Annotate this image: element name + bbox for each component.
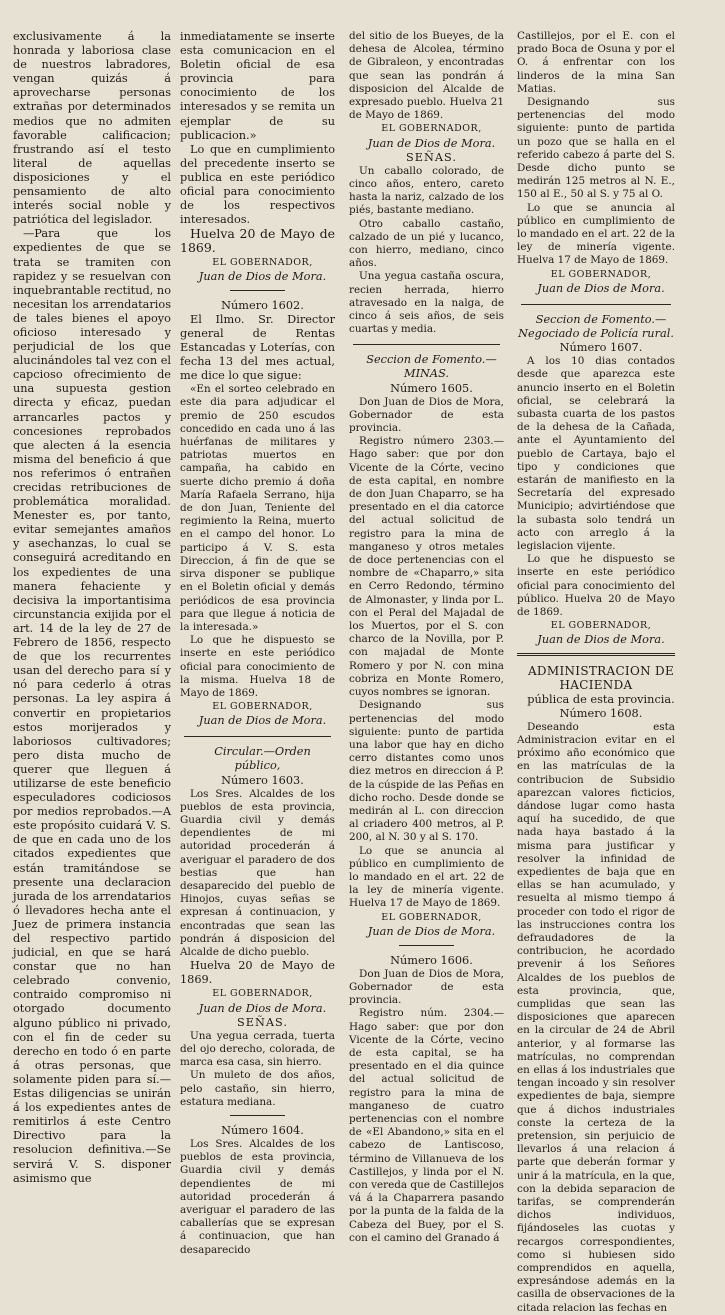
paragraph: Registro número 2303.—Hago saber: que por don Vicente de la Córte, vecino de esta capital, en nombre de don Juan Chaparro, se ha presentado en el dia catorce del actual solicitud de registro para la mina de manganeso y otros metales de doce pertenencias con el nombre de «Chaparro,» sita en Cerro Redondo, término de Almonaster, y linda por L. con el Peral del Majadal de los Muertos, por el S. con charco de la Novilla, por P. con majadal de Monte Romero y por N. con mina cobriza en Monte Romero, cuyos nombres se ignoran. <box>349 435 504 699</box>
paragraph: Designando sus pertenencias del modo siguiente: punto de partida una labor que hay en dicho cerro distantes como unos diez metros en direccion á P. de la cúspide de las Peñas en dicho rocho. Desde donde se medirán al L. con direccion al criadero 400 metros, al P. 200, al N. 30 y al S. 170. <box>349 699 504 844</box>
paragraph: —Para que los expedientes de que se trata se tramiten con rapidez y se resuelvan con inquebrantable rectitud, no necesitan los arrendatarios de tales bienes el apoyo oficioso interesado y perjudicial de los que alucinándoles tal vez con el capcioso ofrecimiento de una supuesta gestion directa y eficaz, puedan arrancarles pactos y concesiones reprobados que alecten á la esencia misma del beneficio á que nos referimos ó entrañen crecidas retribuciones de problemática moralidad. Menester es, por tanto, evitar semejantes amaños y asechanzas, lo cual se conseguirá acreditando en los expedientes de una manera fehaciente y decisiva la importantisima circunstancia exijida por el art. 14 de la ley de 27 de Febrero de 1856, respecto de que los recurrentes usan del derecho para sí y nó para cederlo á otras personas. La ley aspira á convertir en propietarios estos morijerados y laboriosos cultivadores; pero dista mucho de querer que lleguen á utilizarse de este beneficio especuladores codiciosos por medios reprobados.—A este propósito cuidará V. S. de que en cada uno de los citados expedientes que están tramitándose se presente una declaracion jurada de los arrendatarios ó llevadores hecha ante el Juez de primera instancia del respectivo partido judicial, en que se hará constar que no han celebrado convenio, contraido compromiso ni otorgado documento alguno público ni privado, con el fin de ceder su derecho en todo ó en parte á otras personas, que solamente piden para sí.—Estas diligencias se unirán á los expedientes antes de remitirlos á este Centro Directivo para la resolucion definitiva.—Se servirá V. S. disponer asimismo que <box>13 227 171 1185</box>
paragraph: Lo que se anuncia al público en cumplimiento de lo mandado en el art. 22 de la ley de minería vigente. Huelva 17 de Mayo de 1869. <box>517 201 675 267</box>
notice-number: Número 1607. <box>559 341 643 355</box>
double-divider <box>517 653 675 656</box>
divider <box>521 304 671 305</box>
notice-number: Número 1608. <box>559 706 643 720</box>
admin-heading: ADMINISTRACION DE HACIENDA <box>527 664 675 693</box>
divider <box>230 1115 285 1116</box>
paragraph: del sitio de los Bueyes, de la dehesa de Alcolea, término de Gibraleon, y encontradas que sean las pondrán á disposicion del Alcalde de expresado pueblo. Huelva 21 de Mayo de 1869. <box>349 30 504 122</box>
paragraph: A los 10 dias contados desde que aparezca este anuncio inserto en el Boletin oficial, se celebrará la subasta cuarta de los pastos de la dehesa de la Cañada, ante el Ayuntamiento del pueblo de Cartaya, bajo el tipo y condiciones que estarán de manifiesto en la Secretaría del expresado Municipio; advirtiéndose que la subasta solo tendrá un acto con arreglo á la legislacion vijente. <box>517 355 675 552</box>
paragraph: Una yegua cerrada, tuerta del ojo derecho, colorada, de marca esa casa, sin hierro. <box>180 1029 335 1069</box>
paragraph: exclusivamente á la honrada y laboriosa clase de nuestros labradores, vengan quizás á aprovecharse personas extrañas por determinados medios que no admiten favorable calificacion; frustrando así el testo literal de aquellas disposiciones y el pensamiento de alto interés social noble y patriótica del legislador. <box>13 30 171 227</box>
notice-number: Número 1603. <box>221 773 304 787</box>
paragraph: Registro núm. 2304.—Hago saber: que por don Vicente de la Córte, vecino de esta capital, se ha presentado en el dia quince del actual solicitud de registro para la mina de manganeso de cuatro pertenencias con el nombre de «El Abandono,» sita en el cabezo de Lantiscoso, término de Villanueva de los Castillejos, y linda por el N. con vereda que de Castillejos vá á la Chaparrera pasando por la punta de la falda de la Cabeza del Buey, por el S. con el camino del Granado á <box>349 1007 504 1244</box>
divider <box>184 736 331 737</box>
date-line: Huelva 20 de Mayo de 1869. <box>180 226 335 256</box>
divider <box>399 945 454 946</box>
column-1 <box>13 30 171 1185</box>
paragraph: Designando sus pertenencias del modo siguiente: punto de partida un pozo que se halla en el referido cabezo á parte del S. Desde dicho punto se medirán 125 metros al N. E., 150 al E., 50 al S. y 75 al O. <box>517 96 675 201</box>
paragraph: Un caballo colorado, de cinco años, entero, careto hasta la nariz, calzado de los piés, bastante mediano. <box>349 164 504 217</box>
paragraph: Los Sres. Alcaldes de los pueblos de esta provincia, Guardia civil y demás dependientes de mi autoridad procederán á averiguar el paradero de dos bestias que han desaparecido del pueblo de Hinojos, cuyas señas se expresan á continuacion, y encontradas que sean las pondrán á disposicion del Alcalde de dicho pueblo. <box>180 787 335 959</box>
paragraph: Castillejos, por el E. con el prado Boca de Osuna y por el O. á enfrentar con los linderos de la mina San Matias. <box>517 30 675 95</box>
section-heading: Circular.—Orden público, <box>214 745 311 773</box>
notice-number: Número 1606. <box>390 953 473 967</box>
column-3 <box>349 30 504 1244</box>
notice-number: Número 1604. <box>221 1123 304 1137</box>
signature-title: EL GOBERNADOR, <box>212 988 313 1000</box>
paragraph: Lo que he dispuesto se inserte en este periódico oficial para conocimiento del público. Huelva 20 de Mayo de 1869. <box>517 553 675 618</box>
section-heading: Seccion de Fomento.—Negociado de Policía rural. <box>518 312 674 340</box>
date-line: Huelva 20 de Mayo de 1869. <box>180 959 335 987</box>
signature-name: Juan de Dios de Mora. <box>537 633 665 647</box>
paragraph: El Ilmo. Sr. Director general de Rentas Estancadas y Loterías, con fecha 13 del mes actual, me dice lo que sigue: <box>180 312 335 383</box>
paragraph: Una yegua castaña oscura, recien herrada, hierro atravesado en la nalga, de cinco á seis años, de seis cuartas y media. <box>349 270 504 336</box>
paragraph: Deseando esta Administracion evitar en el próximo año económico que en las matrículas de la contribucion de Subsidio aparezcan valores ficticios, dándose lugar como hasta aquí ha sucedido, de que nada haya bastado á la misma para justificar y resolver la infinidad de expedientes de baja que en ellas se han acumulado, y resuelta al mismo tiempo á proceder con todo el rigor de las instrucciones contra los defraudadores de la contribucion, he acordado prevenir á los Señores Alcaldes de los pueblos de esta provincia, que, cumplidas que sean las disposiciones que aparecen en la circular de 24 de Abril anterior, y al formarse las matrículas, no comprendan en ellas á los industriales que tengan incoado y sin resolver expedientes de baja, siempre que á dichos industriales conste la certeza de la pretension, sin perjuicio de llevarlos á una relacion á parte que deberán formar y unir á la matrícula, en la que, con la debida separacion de tarifas, se comprenderán dichos individuos, fijándoseles las cuotas y recargos correspondientes, como si hubiesen sido comprendidos en aquella, expresándose además en la casilla de observaciones de la citada relacion las fechas en <box>517 720 675 1314</box>
paragraph: Lo que se anuncia al público en cumplimiento de lo mandado en el art. 22 de la ley de minería vigente. Huelva 17 de Mayo de 1869. <box>349 844 504 910</box>
signature-title: EL GOBERNADOR, <box>381 911 482 923</box>
column-2 <box>180 30 335 1256</box>
signature-name: Juan de Dios de Mora. <box>198 714 327 728</box>
divider <box>353 344 500 345</box>
senas-heading: SEÑAS. <box>237 1015 288 1029</box>
paragraph: Lo que en cumplimiento del precedente inserto se publica en este periódico oficial para conocimiento de los respectivos interesados. <box>180 142 335 227</box>
paragraph: Otro caballo castaño, calzado de un pié y lucanco, con hierro, mediano, cinco años. <box>349 217 504 270</box>
signature-title: EL GOBERNADOR, <box>212 256 313 268</box>
paragraph: Un muleto de dos años, pelo castaño, sin hierro, estatura mediana. <box>180 1069 335 1108</box>
paragraph: Lo que he dispuesto se inserte en este periódico oficial para conocimiento de la misma. Huelva 18 de Mayo de 1869. <box>180 634 335 699</box>
signature-name: Juan de Dios de Mora. <box>367 924 496 938</box>
section-heading: Seccion de Fomento.—MINAS. <box>366 353 497 381</box>
notice-number: Número 1602. <box>221 298 304 312</box>
column-4 <box>517 30 675 1314</box>
signature-title: EL GOBERNADOR, <box>550 620 652 632</box>
signature-title: EL GOBERNADOR, <box>212 701 313 713</box>
divider <box>230 290 285 291</box>
paragraph: Don Juan de Dios de Mora, Gobernador de esta provincia. <box>349 967 504 1007</box>
signature-name: Juan de Dios de Mora. <box>198 269 327 283</box>
paragraph: Don Juan de Dios de Mora, Gobernador de esta provincia. <box>349 395 504 435</box>
paragraph: Los Sres. Alcaldes de los pueblos de esta provincia, Guardia civil y demás dependientes de mi autoridad procederán á averiguar el paradero de las caballerías que se expresan á continuacion, que han desaparecido <box>180 1138 335 1256</box>
signature-name: Juan de Dios de Mora. <box>367 136 496 150</box>
signature-title: EL GOBERNADOR, <box>550 268 652 280</box>
signature-title: EL GOBERNADOR, <box>381 123 482 135</box>
signature-name: Juan de Dios de Mora. <box>537 281 665 295</box>
paragraph: inmediatamente se inserte esta comunicacion en el Boletin oficial de esa provincia para conocimiento de los interesados y se remita un ejemplar de su publicacion.» <box>180 30 335 142</box>
senas-heading: SEÑAS. <box>406 150 457 164</box>
paragraph: «En el sorteo celebrado en este dia para adjudicar el premio de 250 escudos concedido en cada uno á las huérfanas de militares y patriotas muertos en campaña, ha cabido en suerte dicho premio á doña María Rafaela Serrano, hija de don Juan, Teniente del regimiento la Reina, muerto en el campo del honor. Lo participo á V. S. esta Direccion, á fin de que se sirva disponer se publique en el Boletin oficial y demás periódicos de esa provincia para que llegue á noticia de la interesada.» <box>180 383 335 633</box>
signature-name: Juan de Dios de Mora. <box>198 1001 327 1015</box>
admin-subheading: pública de esta provincia. <box>527 692 675 706</box>
notice-number: Número 1605. <box>390 381 473 395</box>
